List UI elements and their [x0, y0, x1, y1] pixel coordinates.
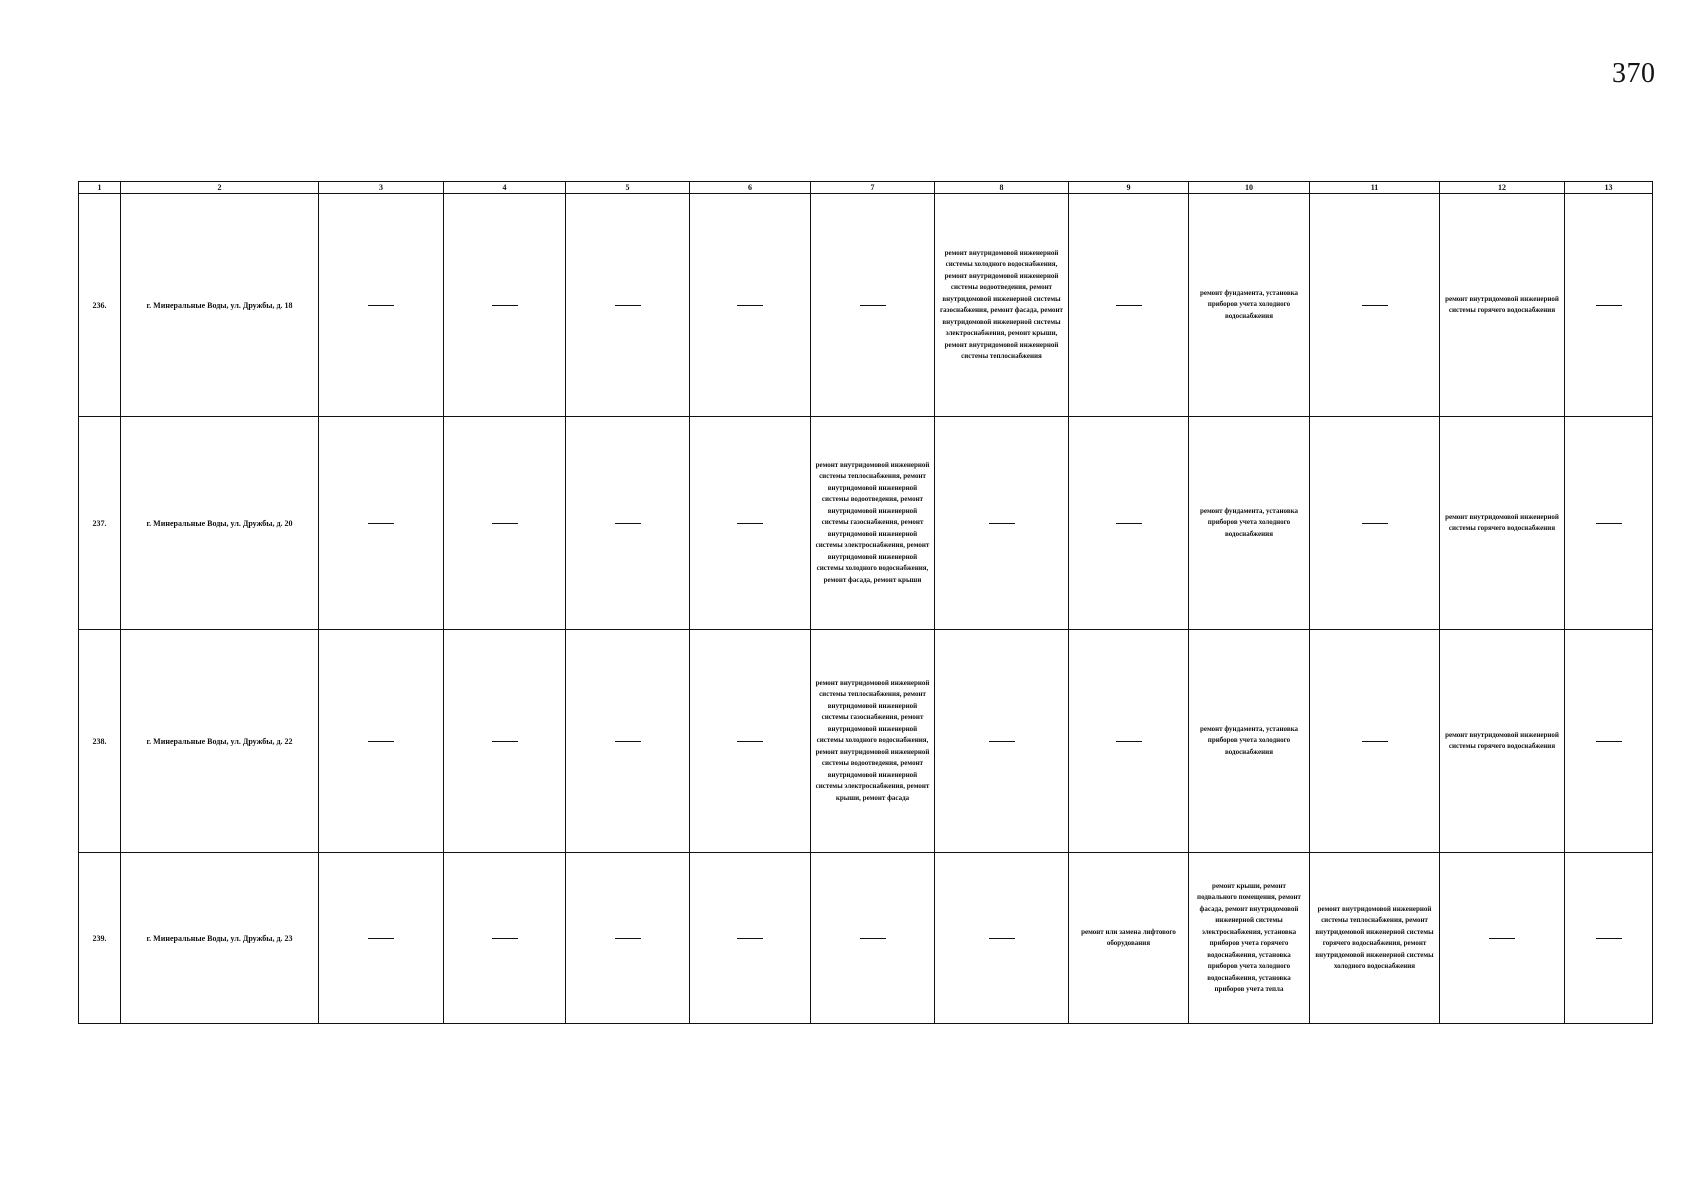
- empty-cell: [444, 194, 566, 417]
- table-row: [79, 194, 1653, 417]
- work-list-cell: ремонт внутридомовой инженерной системы теплоснабжения, ремонт внутридомовой инженерной системы горячего водоснабжения, ремонт внутридомовой инженерной системы холодного водоснабжения: [1310, 853, 1440, 1024]
- row-number: 236.: [79, 194, 121, 417]
- dash-mark: [615, 938, 641, 939]
- dash-mark: [1596, 305, 1622, 306]
- dash-mark: [1116, 305, 1142, 306]
- column-number: 1: [79, 182, 121, 194]
- empty-cell: [319, 630, 444, 853]
- table-row: [79, 630, 1653, 853]
- empty-cell: [444, 630, 566, 853]
- dash-mark: [1596, 741, 1622, 742]
- address-cell: г. Минеральные Воды, ул. Дружбы, д. 20: [121, 417, 319, 630]
- work-list-cell: ремонт внутридомовой инженерной системы горячего водоснабжения: [1440, 630, 1565, 853]
- dash-mark: [737, 938, 763, 939]
- dash-mark: [1596, 938, 1622, 939]
- empty-cell: [444, 417, 566, 630]
- empty-cell: [811, 194, 935, 417]
- empty-cell: [1310, 630, 1440, 853]
- work-list-cell: ремонт внутридомовой инженерной системы горячего водоснабжения: [1440, 417, 1565, 630]
- row-number: 237.: [79, 417, 121, 630]
- empty-cell: [1310, 194, 1440, 417]
- empty-cell: [1069, 630, 1189, 853]
- column-number: 8: [935, 182, 1069, 194]
- empty-cell: [1565, 194, 1653, 417]
- column-number: 13: [1565, 182, 1653, 194]
- empty-cell: [1565, 853, 1653, 1024]
- work-list-cell: ремонт внутридомовой инженерной системы теплоснабжения, ремонт внутридомовой инженерной системы водоотведения, ремонт внутридомовой инженерной системы газоснабжения, ремонт внутридомовой инженерной системы электроснабжения, ремонт внутридомовой инженерной системы холодного водоснабжения, ремонт фасада, ремонт крыши: [811, 417, 935, 630]
- dash-mark: [737, 741, 763, 742]
- empty-cell: [935, 630, 1069, 853]
- dash-mark: [989, 938, 1015, 939]
- table-row: [79, 853, 1653, 1024]
- dash-mark: [1116, 741, 1142, 742]
- column-number: 12: [1440, 182, 1565, 194]
- dash-mark: [615, 523, 641, 524]
- empty-cell: [1069, 417, 1189, 630]
- dash-mark: [492, 523, 518, 524]
- empty-cell: [935, 417, 1069, 630]
- dash-mark: [615, 741, 641, 742]
- empty-cell: [1310, 417, 1440, 630]
- dash-mark: [1116, 523, 1142, 524]
- row-number: 238.: [79, 630, 121, 853]
- address-cell: г. Минеральные Воды, ул. Дружбы, д. 23: [121, 853, 319, 1024]
- capital-repair-table: [78, 181, 1653, 1024]
- empty-cell: [935, 853, 1069, 1024]
- work-list-cell: ремонт внутридомовой инженерной системы горячего водоснабжения: [1440, 194, 1565, 417]
- empty-cell: [1069, 194, 1189, 417]
- empty-cell: [1565, 417, 1653, 630]
- empty-cell: [444, 853, 566, 1024]
- empty-cell: [566, 417, 690, 630]
- dash-mark: [368, 938, 394, 939]
- column-number: 5: [566, 182, 690, 194]
- work-list-cell: ремонт фундамента, установка приборов учета холодного водоснабжения: [1189, 194, 1310, 417]
- column-number: 11: [1310, 182, 1440, 194]
- empty-cell: [690, 853, 811, 1024]
- dash-mark: [737, 523, 763, 524]
- dash-mark: [492, 305, 518, 306]
- empty-cell: [811, 853, 935, 1024]
- work-list-cell: ремонт внутридомовой инженерной системы теплоснабжения, ремонт внутридомовой инженерной системы газоснабжения, ремонт внутридомовой инженерной системы холодного водоснабжения, ремонт внутридомовой инженерной системы водоотведения, ремонт внутридомовой инженерной системы электроснабжения, ремонт крыши, ремонт фасада: [811, 630, 935, 853]
- dash-mark: [989, 741, 1015, 742]
- work-list-cell: ремонт фундамента, установка приборов учета холодного водоснабжения: [1189, 630, 1310, 853]
- empty-cell: [566, 630, 690, 853]
- dash-mark: [1362, 741, 1388, 742]
- work-list-cell: ремонт крыши, ремонт подвального помещения, ремонт фасада, ремонт внутридомовой инженерной системы электроснабжения, установка приборов учета горячего водоснабжения, установка приборов учета холодного водоснабжения, установка приборов учета тепла: [1189, 853, 1310, 1024]
- empty-cell: [1440, 853, 1565, 1024]
- column-number: 2: [121, 182, 319, 194]
- column-number: 7: [811, 182, 935, 194]
- table-row: [79, 417, 1653, 630]
- dash-mark: [368, 305, 394, 306]
- dash-mark: [492, 938, 518, 939]
- address-cell: г. Минеральные Воды, ул. Дружбы, д. 18: [121, 194, 319, 417]
- empty-cell: [690, 630, 811, 853]
- dash-mark: [860, 938, 886, 939]
- column-number: 6: [690, 182, 811, 194]
- column-number: 4: [444, 182, 566, 194]
- page-number: 370: [1612, 58, 1656, 89]
- dash-mark: [1362, 305, 1388, 306]
- empty-cell: [690, 194, 811, 417]
- column-number-header-row: [79, 182, 1653, 194]
- empty-cell: [566, 194, 690, 417]
- empty-cell: [566, 853, 690, 1024]
- dash-mark: [1596, 523, 1622, 524]
- empty-cell: [319, 194, 444, 417]
- work-list-cell: ремонт фундамента, установка приборов учета холодного водоснабжения: [1189, 417, 1310, 630]
- address-cell: г. Минеральные Воды, ул. Дружбы, д. 22: [121, 630, 319, 853]
- dash-mark: [860, 305, 886, 306]
- column-number: 10: [1189, 182, 1310, 194]
- column-number: 9: [1069, 182, 1189, 194]
- dash-mark: [1362, 523, 1388, 524]
- dash-mark: [492, 741, 518, 742]
- dash-mark: [368, 523, 394, 524]
- dash-mark: [1489, 938, 1515, 939]
- empty-cell: [690, 417, 811, 630]
- column-number: 3: [319, 182, 444, 194]
- empty-cell: [319, 417, 444, 630]
- dash-mark: [368, 741, 394, 742]
- empty-cell: [319, 853, 444, 1024]
- work-list-cell: ремонт внутридомовой инженерной системы холодного водоснабжения, ремонт внутридомовой инженерной системы водоотведения, ремонт внутридомовой инженерной системы газоснабжения, ремонт фасада, ремонт внутридомовой инженерной системы электроснабжения, ремонт крыши, ремонт внутридомовой инженерной системы теплоснабжения: [935, 194, 1069, 417]
- empty-cell: [1565, 630, 1653, 853]
- dash-mark: [737, 305, 763, 306]
- dash-mark: [615, 305, 641, 306]
- work-list-cell: ремонт или замена лифтового оборудования: [1069, 853, 1189, 1024]
- row-number: 239.: [79, 853, 121, 1024]
- dash-mark: [989, 523, 1015, 524]
